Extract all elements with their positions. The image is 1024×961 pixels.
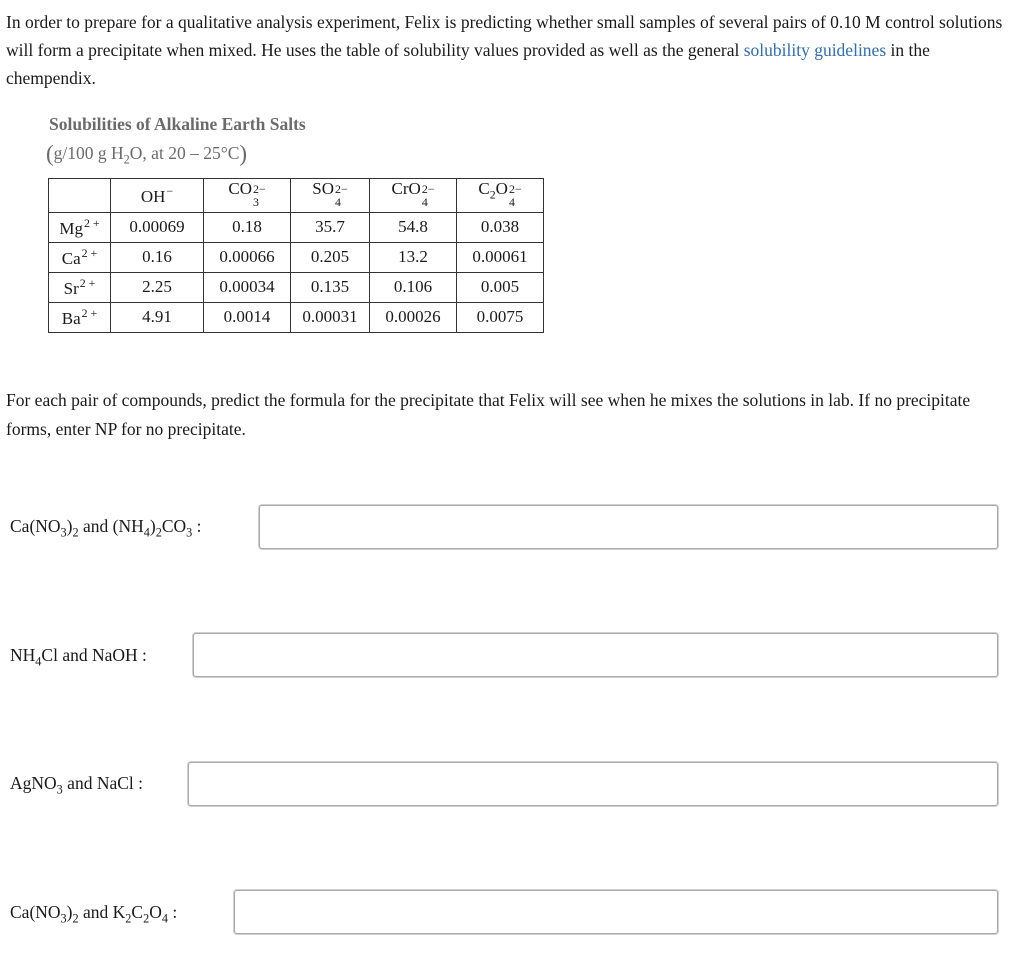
value-cell: 0.00034 [204,272,291,302]
value-cell: 0.00061 [457,242,544,272]
value-cell: 0.18 [204,212,291,242]
table-row [49,212,544,242]
value-cell: 54.8 [370,212,457,242]
question-2-answer-input[interactable] [193,633,998,677]
table-header-row [49,179,544,213]
question-1-label: $Ca(NO_3)_2$ and $(NH_4)_2CO_3$ : [10,516,202,540]
intro-text: In order to prepare for a qualitative analysis experiment, Felix is predicting whether small samples of several pairs of 0.10 M control solutions will form a precipitate when mixed. He uses the table of solubility values provided as well as the general [6,12,1003,60]
intro-text-end: in the chempendix. [6,40,930,88]
cation-cell: $Ba^{2 +}$ [49,302,111,332]
question-4-answer-input[interactable] [234,890,998,934]
value-cell: 0.106 [370,272,457,302]
value-cell: 2.25 [111,272,204,302]
cation-cell: $Sr^{2 +}$ [49,272,111,302]
value-cell: 0.00069 [111,212,204,242]
value-cell: 0.00066 [204,242,291,272]
value-cell: 0.135 [291,272,370,302]
value-cell: 0.205 [291,242,370,272]
value-cell: 0.0014 [204,302,291,332]
table-row [49,242,544,272]
table-row [49,272,544,302]
value-cell: 0.005 [457,272,544,302]
solubility-guidelines-link[interactable]: solubility guidelines [743,40,887,60]
question-3-answer-input[interactable] [188,762,998,806]
question-3-label: AgNO$_3$ and NaCl : [10,773,144,797]
value-cell: 4.91 [111,302,204,332]
header-oxalate: $C_2O$ 2− 4 [457,179,544,213]
value-cell: 0.038 [457,212,544,242]
table-row [49,302,544,332]
question-1-answer-input[interactable] [259,505,998,549]
header-sulfate: SO 2− 4 [291,179,370,213]
header-carbonate: CO 2− 3 [204,179,291,213]
table-title: Solubilities of Alkaline Earth Salts [49,114,306,134]
value-cell: 0.00026 [370,302,457,332]
header-chromate: CrO 2− 4 [370,179,457,213]
solubility-table [48,178,544,333]
question-2-label: $NH_4Cl$ and NaOH : [10,645,147,669]
table-subtitle: (g/100 g $H_2O$, at 20 – 25°C) [46,141,248,167]
table-corner-cell [49,179,111,213]
value-cell: 0.00031 [291,302,370,332]
instructions-paragraph: For each pair of compounds, predict the formula for the precipitate that Felix will see when he mixes the solutions in lab. If no precipitate forms, enter NP for no precipitate. [6,390,971,439]
value-cell: 13.2 [370,242,457,272]
value-cell: 0.16 [111,242,204,272]
value-cell: 0.0075 [457,302,544,332]
cation-cell: $Ca^{2 +}$ [49,242,111,272]
header-hydroxide: OH− [111,179,204,213]
intro-paragraph [6,8,1006,92]
question-4-label: $Ca(NO_3)_2$ and $K_2C_2O_4$ : [10,902,178,926]
cation-cell: $Mg^{2 +}$ [49,212,111,242]
value-cell: 35.7 [291,212,370,242]
